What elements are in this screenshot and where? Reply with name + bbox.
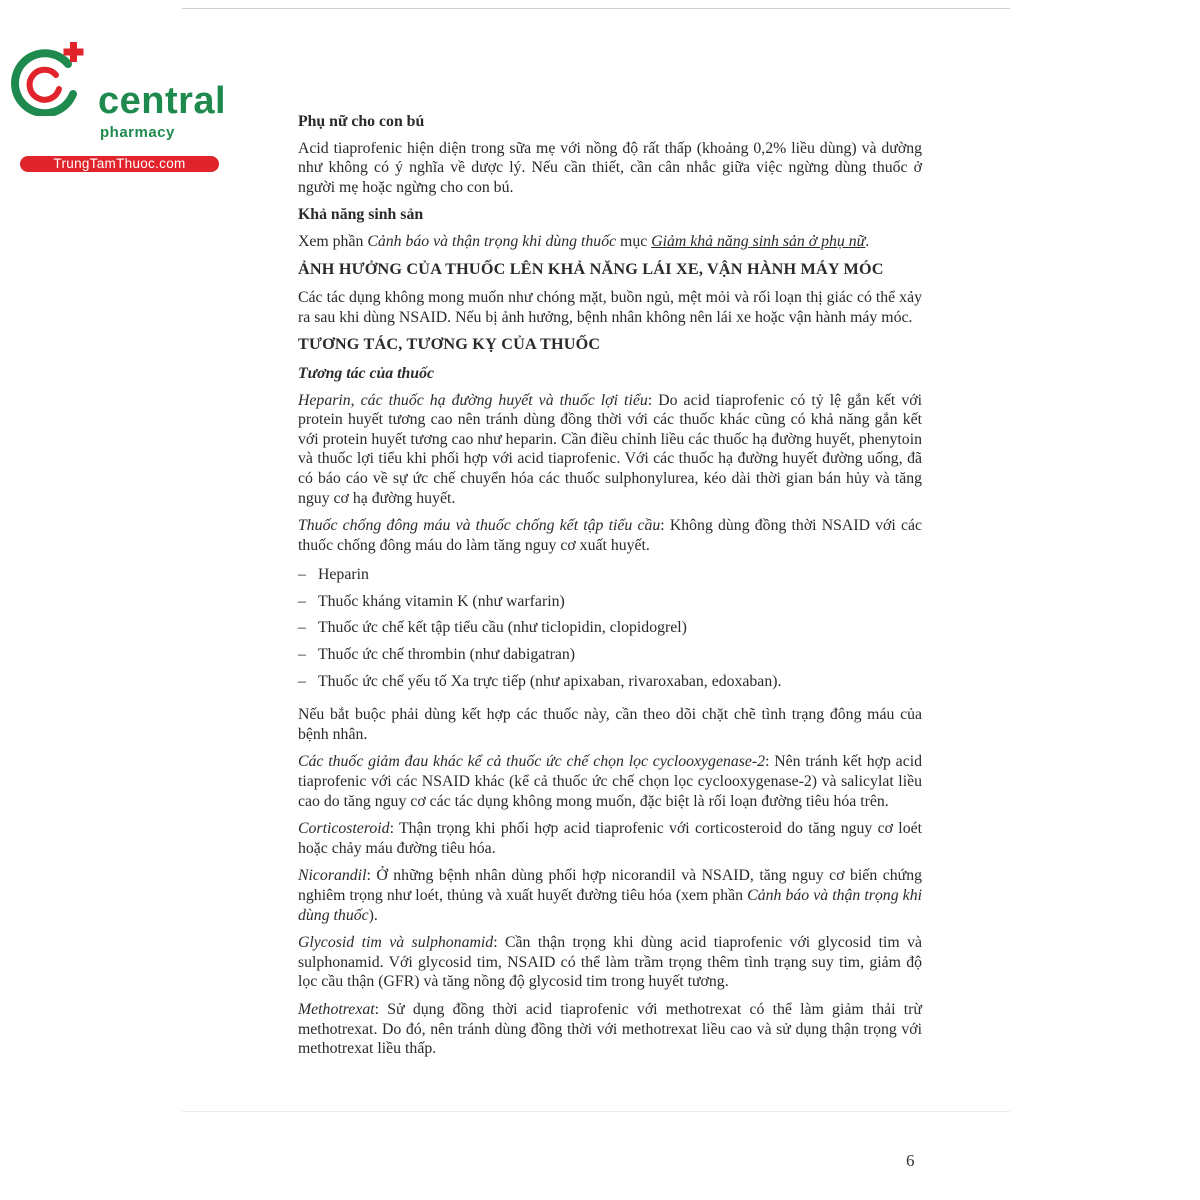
fertility-text-mid: mục: [616, 232, 652, 250]
nicorandil-lead: Nicorandil: [298, 867, 367, 885]
methotrexat-text: : Sử dụng đồng thời acid tiaprofenic với methotrexat có thể làm giảm thải trừ methotrexat. Do đó, nên tránh dùng đồng thời với methotrexat liều cao và sử dụng thận trọng với methotrexat liều thấp.: [298, 1000, 922, 1058]
anticoagulant-list: [298, 565, 922, 691]
list-item: – Heparin: [298, 565, 922, 585]
fertility-section-ref: Cảnh báo và thận trọng khi dùng thuốc: [367, 232, 617, 250]
document-content: [298, 112, 922, 1067]
analgesics-paragraph: [298, 752, 922, 811]
bottom-rule: [182, 1111, 1010, 1112]
fertility-heading: Khả năng sinh sản: [298, 206, 424, 224]
nicorandil-paragraph: [298, 866, 922, 925]
top-rule: [182, 8, 1010, 9]
nicorandil-text: : Ở những bệnh nhân dùng phối hợp nicorandil và NSAID, tăng nguy cơ biến chứng nghiêm trọng như loét, thủng và xuất huyết đường tiêu hóa (xem phần: [298, 867, 922, 904]
interactions-heading: TƯƠNG TÁC, TƯƠNG KỴ CỦA THUỐC: [298, 335, 601, 354]
anticoagulant-paragraph: [298, 516, 922, 555]
corticosteroid-lead: Corticosteroid: [298, 820, 390, 838]
heparin-lead: Heparin, các thuốc hạ đường huyết và thuốc lợi tiểu: [298, 391, 648, 409]
fertility-paragraph: [298, 232, 922, 252]
glycosid-lead: Glycosid tim và sulphonamid: [298, 934, 494, 952]
page-number: 6: [906, 1151, 915, 1170]
pharmacy-cross-logo-icon: [10, 38, 94, 116]
methotrexat-paragraph: [298, 1000, 922, 1059]
anticoagulant-text: : Không dùng đồng thời NSAID với các thuốc chống đông máu do làm tăng nguy cơ xuất huyết.: [298, 517, 923, 554]
list-item: – Thuốc ức chế kết tập tiểu cầu (như ticlopidin, clopidogrel): [298, 618, 922, 638]
list-item: – Thuốc kháng vitamin K (như warfarin): [298, 592, 922, 612]
nicorandil-text-end: ).: [368, 906, 378, 924]
central-pharmacy-logo[interactable]: [10, 38, 227, 171]
heparin-text: : Do acid tiaprofenic có tỷ lệ gắn kết với protein huyết tương cao nên tránh dùng đồng thời với các thuốc khác cũng có khả năng gắn kết với protein huyết tương cao như heparin. Cần điều chỉnh liều các thuốc hạ đường huyết, phenytoin và thuốc lợi tiểu khi phối hợp với acid tiaprofenic. Với các thuốc hạ đường huyết đường uống, đã có báo cáo về sự ức chế chuyển hóa các thuốc sulphonylurea, kéo dài thời gian bán hủy và tăng nguy cơ hạ đường huyết.: [298, 391, 922, 507]
list-item: – Thuốc ức chế yếu tố Xa trực tiếp (như apixaban, rivaroxaban, edoxaban).: [298, 672, 922, 692]
corticosteroid-text: : Thận trọng khi phối hợp acid tiaprofenic với corticosteroid do tăng nguy cơ loét hoặc chảy máu đường tiêu hóa.: [298, 820, 922, 857]
glycosid-text: : Cần thận trọng khi dùng acid tiaprofenic với glycosid tim và sulphonamid. Với glycosid tim, NSAID có thể làm trầm trọng thêm tình trạng suy tim, giảm độ lọc cầu thận (GFR) và tăng nồng độ glycosid tim trong huyết tương.: [298, 934, 922, 991]
methotrexat-lead: Methotrexat: [298, 1000, 375, 1018]
nicorandil-section-ref: Cảnh báo và thận trọng khi dùng thuốc: [298, 887, 922, 924]
analgesics-lead: Các thuốc giảm đau khác kể cả thuốc ức chế chọn lọc cyclooxygenase-2: [298, 753, 766, 771]
glycosid-paragraph: [298, 933, 922, 992]
driving-paragraph: Các tác dụng không mong muốn như chóng mặt, buồn ngủ, mệt mỏi và rối loạn thị giác có thể xảy ra sau khi dùng NSAID. Nếu bị ảnh hưởng, bệnh nhân không nên lái xe hoặc vận hành máy móc.: [298, 289, 922, 326]
fertility-text-suffix: .: [865, 232, 870, 250]
fertility-subsection-link[interactable]: Giảm khả năng sinh sản ở phụ nữ: [651, 232, 866, 250]
analgesics-text: : Nên tránh kết hợp acid tiaprofenic với các NSAID khác (kể cả thuốc ức chế chọn lọc cyclooxygenase-2) và salicylat liều cao do tăng nguy cơ các tác dụng không mong muốn, đặc biệt là rối loạn đường tiêu hóa trên.: [298, 753, 922, 810]
interactions-subheading: Tương tác của thuốc: [298, 364, 434, 382]
breastfeeding-heading: Phụ nữ cho con bú: [298, 113, 425, 130]
heparin-paragraph: [298, 391, 922, 509]
corticosteroid-paragraph: [298, 819, 922, 858]
list-item: – Thuốc ức chế thrombin (như dabigatran): [298, 645, 922, 665]
logo-brand-sub: pharmacy: [100, 124, 175, 141]
monitor-paragraph: Nếu bắt buộc phải dùng kết hợp các thuốc này, cần theo dõi chặt chẽ tình trạng đông máu của bệnh nhân.: [298, 706, 922, 743]
logo-brand-name: central: [98, 80, 227, 122]
driving-heading: ẢNH HƯỞNG CỦA THUỐC LÊN KHẢ NĂNG LÁI XE, VẬN HÀNH MÁY MÓC: [298, 259, 884, 278]
breastfeeding-paragraph: Acid tiaprofenic hiện diện trong sữa mẹ với nồng độ rất thấp (khoảng 0,2% liều dùng) và dường như không có ý nghĩa về dược lý. Nếu cần thiết, cần cân nhắc giữa việc ngừng dùng thuốc ở người mẹ hoặc ngừng cho con bú.: [298, 139, 922, 196]
fertility-text-prefix: Xem phần: [298, 232, 368, 250]
logo-website-badge[interactable]: TrungTamThuoc.com: [20, 156, 219, 172]
anticoagulant-lead: Thuốc chống đông máu và thuốc chống kết tập tiểu cầu: [298, 517, 661, 535]
